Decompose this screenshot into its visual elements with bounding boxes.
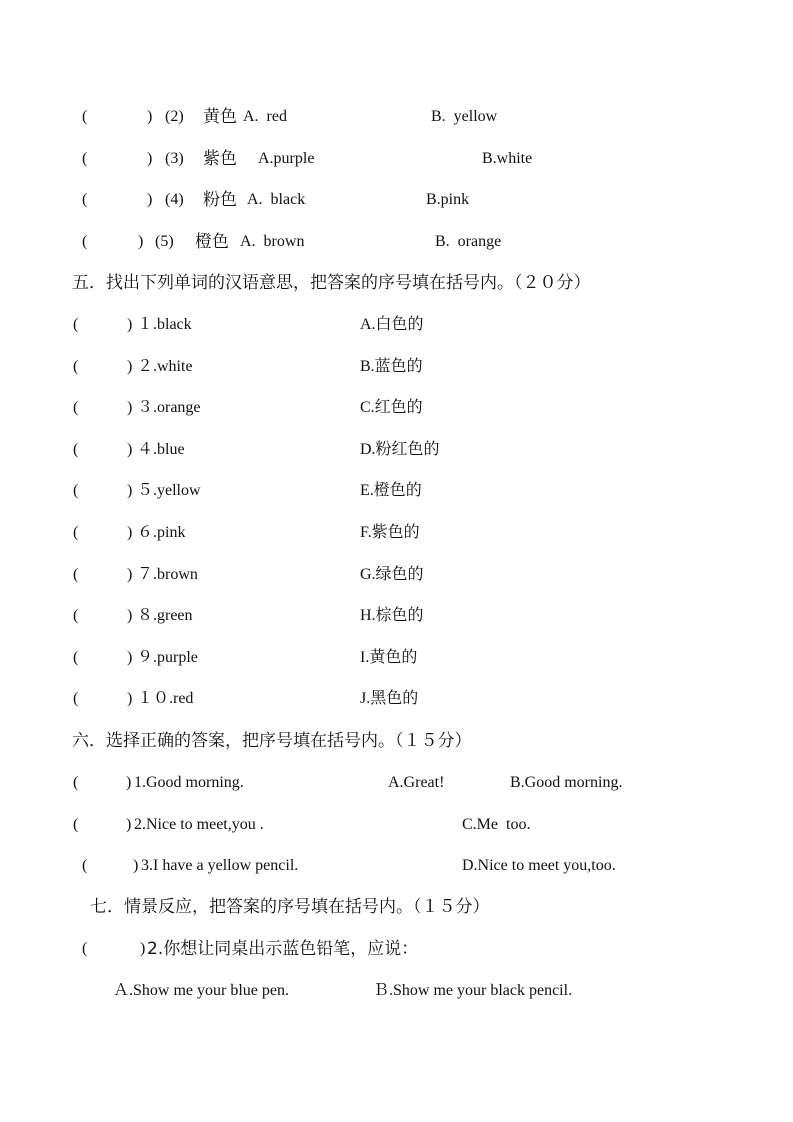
chinese-option: B.蓝色的 — [360, 357, 423, 375]
item-number: (3) — [165, 150, 184, 167]
chinese-option: E.橙色的 — [360, 482, 422, 500]
english-word: ５.yellow — [137, 482, 201, 500]
answer-blank-open[interactable]: ( — [73, 440, 79, 458]
option-b: B. yellow — [431, 108, 498, 125]
answer-blank-close: ) — [133, 857, 139, 874]
section-7-title: 七．情景反应，把答案的序号填在括号内。（１５分） — [90, 897, 490, 917]
answer-blank-open[interactable]: ( — [82, 108, 88, 125]
english-word: １.black — [137, 316, 192, 333]
english-word: ４.blue — [137, 440, 185, 458]
chinese-option: G.绿色的 — [360, 565, 424, 583]
answer-blank-close: ) — [147, 150, 153, 167]
answer-blank-close: ) — [127, 565, 133, 583]
answer-blank-open[interactable]: ( — [73, 524, 79, 541]
english-word: １０.red — [137, 690, 194, 708]
answer-blank-open[interactable]: ( — [82, 940, 88, 957]
english-word: ２.white — [137, 357, 193, 375]
chinese-option: D.粉红色的 — [360, 440, 440, 458]
answer-blank-open[interactable]: ( — [73, 690, 79, 708]
answer-blank-open[interactable]: ( — [73, 399, 79, 417]
option-c: C.Me too. — [462, 816, 531, 833]
answer-blank-close: ) — [147, 108, 153, 125]
item-number: (5) — [155, 233, 174, 250]
answer-blank-close: ) — [126, 816, 132, 833]
chinese-option: I.黄色的 — [360, 648, 418, 666]
answer-blank-close: ) — [140, 940, 146, 957]
option-a: A. red — [243, 108, 287, 125]
answer-blank-open[interactable]: ( — [73, 607, 79, 625]
english-word: ３.orange — [137, 399, 201, 417]
option-b: B.Good morning. — [510, 774, 623, 791]
option-d: D.Nice to meet you,too. — [462, 857, 616, 874]
option-a: Ａ.Show me your blue pen. — [113, 982, 289, 999]
chinese-option: F.紫色的 — [360, 524, 420, 541]
answer-blank-close: ) — [126, 774, 132, 791]
answer-blank-close: ) — [147, 191, 153, 208]
answer-blank-close: ) — [138, 233, 144, 250]
section-6-title: 六．选择正确的答案，把序号填在括号内。（１５分） — [72, 731, 472, 751]
answer-blank-close: ) — [127, 648, 133, 666]
option-b: B. orange — [435, 233, 502, 250]
english-word: ９.purple — [137, 648, 198, 666]
option-a: A. black — [247, 191, 306, 208]
option-b: Ｂ.Show me your black pencil. — [373, 982, 573, 999]
answer-blank-close: ) — [127, 357, 133, 375]
answer-blank-open[interactable]: ( — [73, 565, 79, 583]
question: 2.你想让同桌出示蓝色铅笔，应说： — [147, 939, 419, 959]
answer-blank-open[interactable]: ( — [73, 357, 79, 375]
chinese-option: J.黑色的 — [360, 690, 419, 708]
answer-blank-open[interactable]: ( — [82, 233, 88, 250]
answer-blank-close: ) — [127, 690, 133, 708]
answer-blank-close: ) — [127, 524, 133, 541]
question: 3.I have a yellow pencil. — [141, 857, 299, 874]
answer-blank-close: ) — [127, 482, 133, 500]
chinese-word: 黄色 — [203, 107, 237, 127]
item-number: (2) — [165, 108, 184, 125]
answer-blank-close: ) — [127, 399, 133, 417]
english-word: ８.green — [137, 607, 193, 625]
answer-blank-close: ) — [127, 607, 133, 625]
chinese-option: H.棕色的 — [360, 607, 424, 625]
answer-blank-open[interactable]: ( — [73, 482, 79, 500]
answer-blank-open[interactable]: ( — [73, 316, 79, 333]
chinese-word: 橙色 — [195, 232, 229, 252]
answer-blank-open[interactable]: ( — [73, 774, 79, 791]
chinese-option: C.红色的 — [360, 399, 423, 417]
answer-blank-open[interactable]: ( — [82, 150, 88, 167]
english-word: ７.brown — [137, 565, 198, 583]
answer-blank-open[interactable]: ( — [82, 191, 88, 208]
option-b: B.white — [482, 150, 533, 167]
option-a: A.purple — [258, 150, 315, 167]
answer-blank-open[interactable]: ( — [73, 816, 79, 833]
question: 1.Good morning. — [134, 774, 244, 791]
option-b: B.pink — [426, 191, 470, 208]
chinese-word: 紫色 — [203, 149, 237, 169]
question: 2.Nice to meet,you . — [134, 816, 264, 833]
english-word: ６.pink — [137, 524, 186, 541]
answer-blank-open[interactable]: ( — [73, 648, 79, 666]
item-number: (4) — [165, 191, 184, 208]
option-a: A. brown — [240, 233, 305, 250]
chinese-word: 粉色 — [203, 190, 237, 210]
chinese-option: A.白色的 — [360, 316, 424, 333]
option-a: A.Great! — [388, 774, 445, 791]
answer-blank-open[interactable]: ( — [82, 857, 88, 874]
answer-blank-close: ) — [127, 440, 133, 458]
answer-blank-close: ) — [127, 316, 133, 333]
section-5-title: 五．找出下列单词的汉语意思，把答案的序号填在括号内。（２０分） — [72, 273, 591, 293]
